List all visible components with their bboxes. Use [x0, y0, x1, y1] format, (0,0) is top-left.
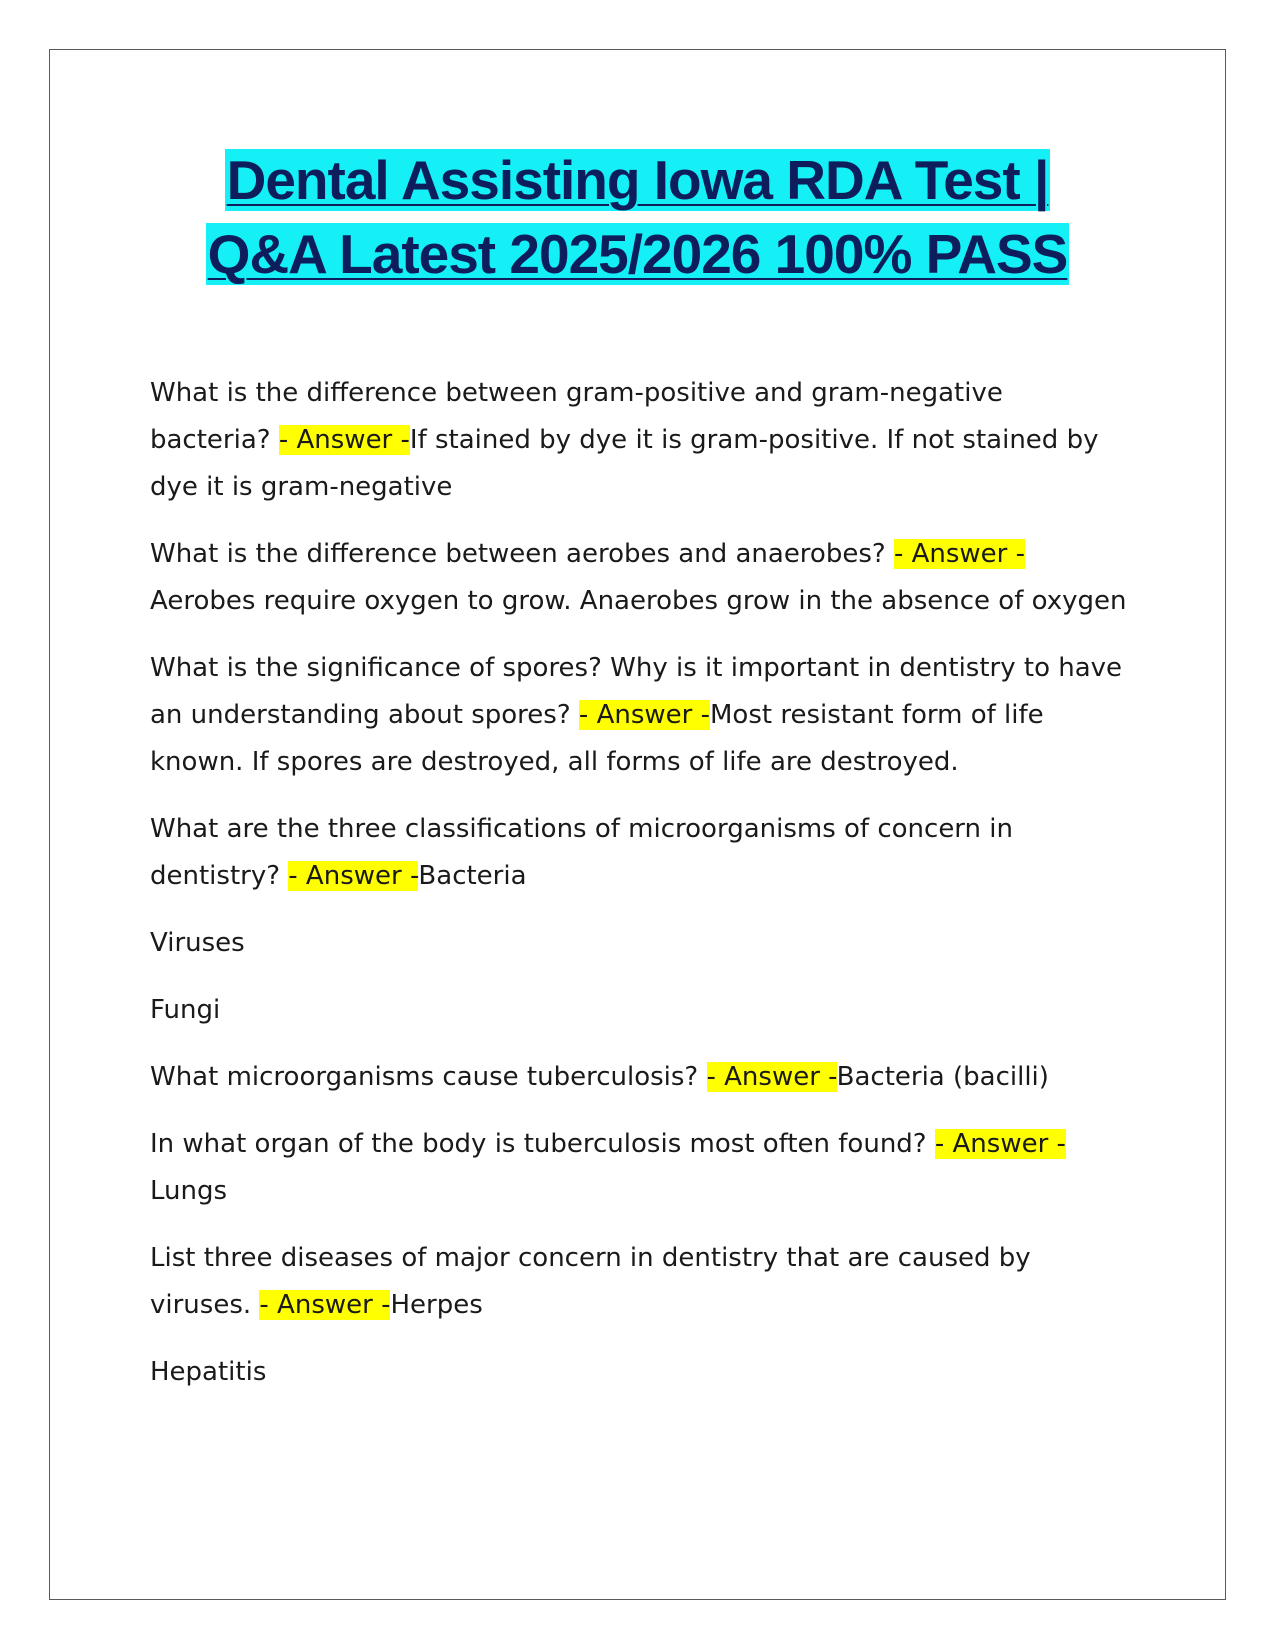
question-text: What is the difference between gram-positive and gram-negative bacteria?	[150, 378, 1003, 455]
question-text: In what organ of the body is tuberculosis most often found?	[150, 1129, 935, 1159]
answer-marker: - Answer -	[259, 1290, 391, 1320]
title-line-2: Q&A Latest 2025/2026 100% PASS	[207, 223, 1068, 285]
answer-marker: - Answer -	[893, 539, 1026, 569]
qa-item-1	[150, 370, 1130, 511]
question-text: What is the difference between aerobes and anaerobes?	[150, 539, 894, 569]
answer-text: Herpes	[390, 1290, 483, 1320]
qa-item-5	[150, 1054, 1130, 1101]
question-text: What are the three classifications of microorganisms of concern in dentistry?	[150, 814, 1013, 891]
qa-content	[150, 370, 1130, 1416]
answer-text: Bacteria	[418, 861, 527, 891]
question-text: List three diseases of major concern in dentistry that are caused by viruses.	[150, 1243, 1031, 1320]
answer-marker: - Answer -	[288, 861, 419, 891]
question-text: What microorganisms cause tuberculosis?	[150, 1062, 707, 1092]
answer-marker: - Answer -	[578, 700, 710, 730]
answer-text: Most resistant form of life known. If spores are destroyed, all forms of life are destroyed.	[150, 700, 1044, 777]
answer-marker: - Answer -	[278, 425, 410, 455]
qa-item-4	[150, 806, 1130, 900]
qa-item-7	[150, 1235, 1130, 1329]
title-line-1: Dental Assisting Iowa RDA Test |	[226, 149, 1049, 211]
answer-continuation: Hepatitis	[150, 1357, 267, 1387]
answer-marker: - Answer -	[706, 1062, 837, 1092]
qa-item-2	[150, 531, 1130, 625]
answer-text: Aerobes require oxygen to grow. Anaerobes grow in the absence of oxygen	[150, 586, 1127, 616]
qa-item-6	[150, 1121, 1130, 1215]
answer-marker: - Answer -	[934, 1129, 1066, 1159]
answer-text: If stained by dye it is gram-positive. If not stained by dye it is gram-negative	[150, 425, 1099, 502]
answer-text: Lungs	[150, 1176, 228, 1206]
answer-text: Bacteria (bacilli)	[836, 1062, 1049, 1092]
answer-continuation: Viruses	[150, 928, 245, 958]
qa-item-3	[150, 645, 1130, 786]
question-text: What is the significance of spores? Why is it important in dentistry to have an understanding about spores?	[150, 653, 1123, 730]
document-title	[0, 143, 1275, 291]
answer-continuation: Fungi	[150, 995, 221, 1025]
